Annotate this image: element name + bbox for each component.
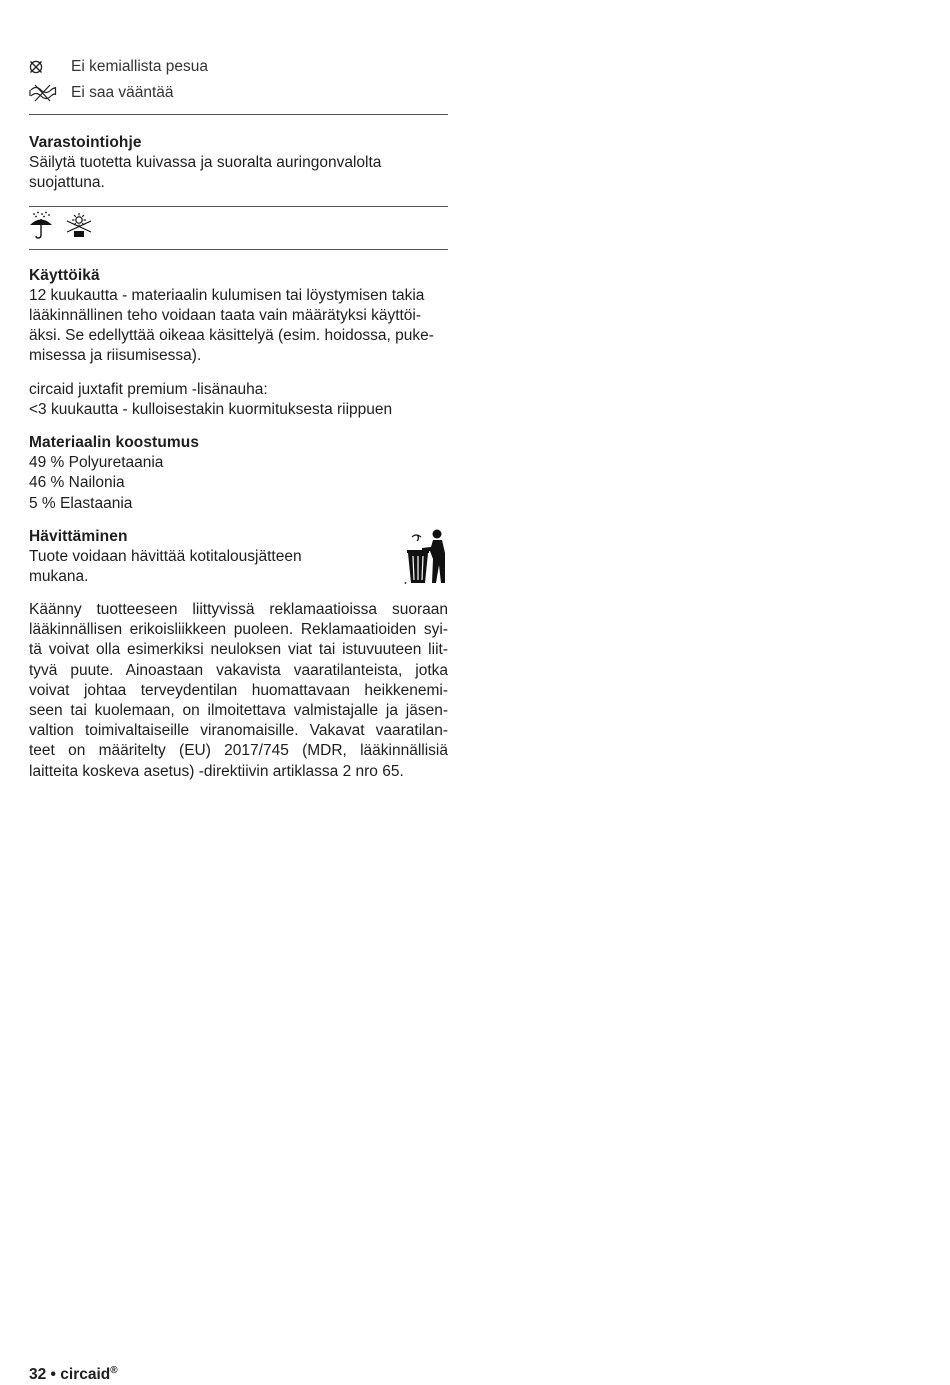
dispose-in-bin-icon — [404, 529, 448, 591]
lifetime-line: lääkinnällinen teho voidaan taata vain määrätyksi käyttöi- — [29, 307, 422, 325]
lifetime-line: äksi. Se edellyttää oikeaa käsittelyä (esim. hoidossa, puke- — [29, 327, 434, 345]
complaints-line: tyvä puute. Ainoastaan vakavista vaaratilanteista, jotka — [29, 661, 448, 679]
complaints-line: lääkinnällisen erikoisliikkeen puoleen. Reklamaatioiden syi- — [29, 621, 448, 639]
material-heading: Materiaalin koostumus — [29, 434, 200, 452]
disposal-line: Tuote voidaan hävittää kotitalousjätteen — [29, 548, 302, 566]
extra-band-line: <3 kuukautta - kulloisestakin kuormituksesta riippuen — [29, 400, 393, 418]
storage-section — [29, 133, 448, 194]
divider — [29, 114, 448, 115]
storage-icons — [29, 207, 448, 249]
lifetime-line: 12 kuukautta - materiaalin kulumisen tai löystymisen takia — [29, 286, 425, 304]
divider — [29, 249, 448, 250]
material-item: 46 % Nailonia — [29, 474, 125, 492]
content-column — [29, 54, 448, 782]
page-number-brand: 32 • circaid — [29, 1366, 111, 1384]
complaints-line: laitteita koskeva asetus) -direktiivin artiklassa 2 nro 65. — [29, 762, 404, 780]
material-item: 5 % Elastaania — [29, 494, 133, 512]
keep-dry-umbrella-icon — [29, 211, 53, 245]
complaints-line: Käänny tuotteeseen liittyvissä reklamaatioissa suoraan — [29, 601, 448, 619]
material-item: 49 % Polyuretaania — [29, 454, 164, 472]
complaints-line: voivat johtaa terveydentilan huomattavaan heikkenemi- — [29, 681, 448, 699]
lifetime-section — [29, 266, 448, 367]
care-label: Ei kemiallista pesua — [71, 57, 208, 75]
complaints-line: teet on määritelty (EU) 2017/745 (MDR, lääkinnällisiä — [29, 742, 448, 760]
registered-mark: ® — [110, 1365, 118, 1376]
keep-away-from-sunlight-icon — [65, 212, 93, 244]
disposal-section — [29, 527, 448, 591]
complaints-section — [29, 600, 448, 782]
extra-band-line: circaid juxtafit premium -lisänauha: — [29, 380, 268, 398]
material-section — [29, 433, 448, 514]
lifetime-line: misessa ja riisumisessa). — [29, 347, 202, 365]
storage-text: Säilytä tuotetta kuivassa ja suoralta auringonvalolta suojattuna. — [29, 154, 382, 192]
page-footer — [29, 1361, 118, 1385]
disposal-line: mukana. — [29, 568, 89, 586]
do-not-wring-icon — [29, 84, 71, 102]
disposal-heading: Hävittäminen — [29, 527, 128, 545]
lifetime-heading: Käyttöikä — [29, 266, 100, 284]
no-dry-clean-icon — [29, 60, 71, 74]
care-item-do-not-wring — [29, 80, 448, 106]
extra-band-section — [29, 380, 448, 420]
complaints-line: tä voivat olla esimerkiksi neuloksen viat tai istuvuuteen liit- — [29, 641, 448, 659]
complaints-line: seen tai kuolemaan, on ilmoitettava valmistajalle ja jäsen- — [29, 702, 448, 720]
complaints-line: valtion toimivaltaiseille viranomaisille. Vakavat vaaratilan- — [29, 722, 448, 740]
care-label: Ei saa vääntää — [71, 83, 174, 101]
care-item-no-dry-clean — [29, 54, 448, 80]
storage-heading: Varastointiohje — [29, 134, 142, 151]
